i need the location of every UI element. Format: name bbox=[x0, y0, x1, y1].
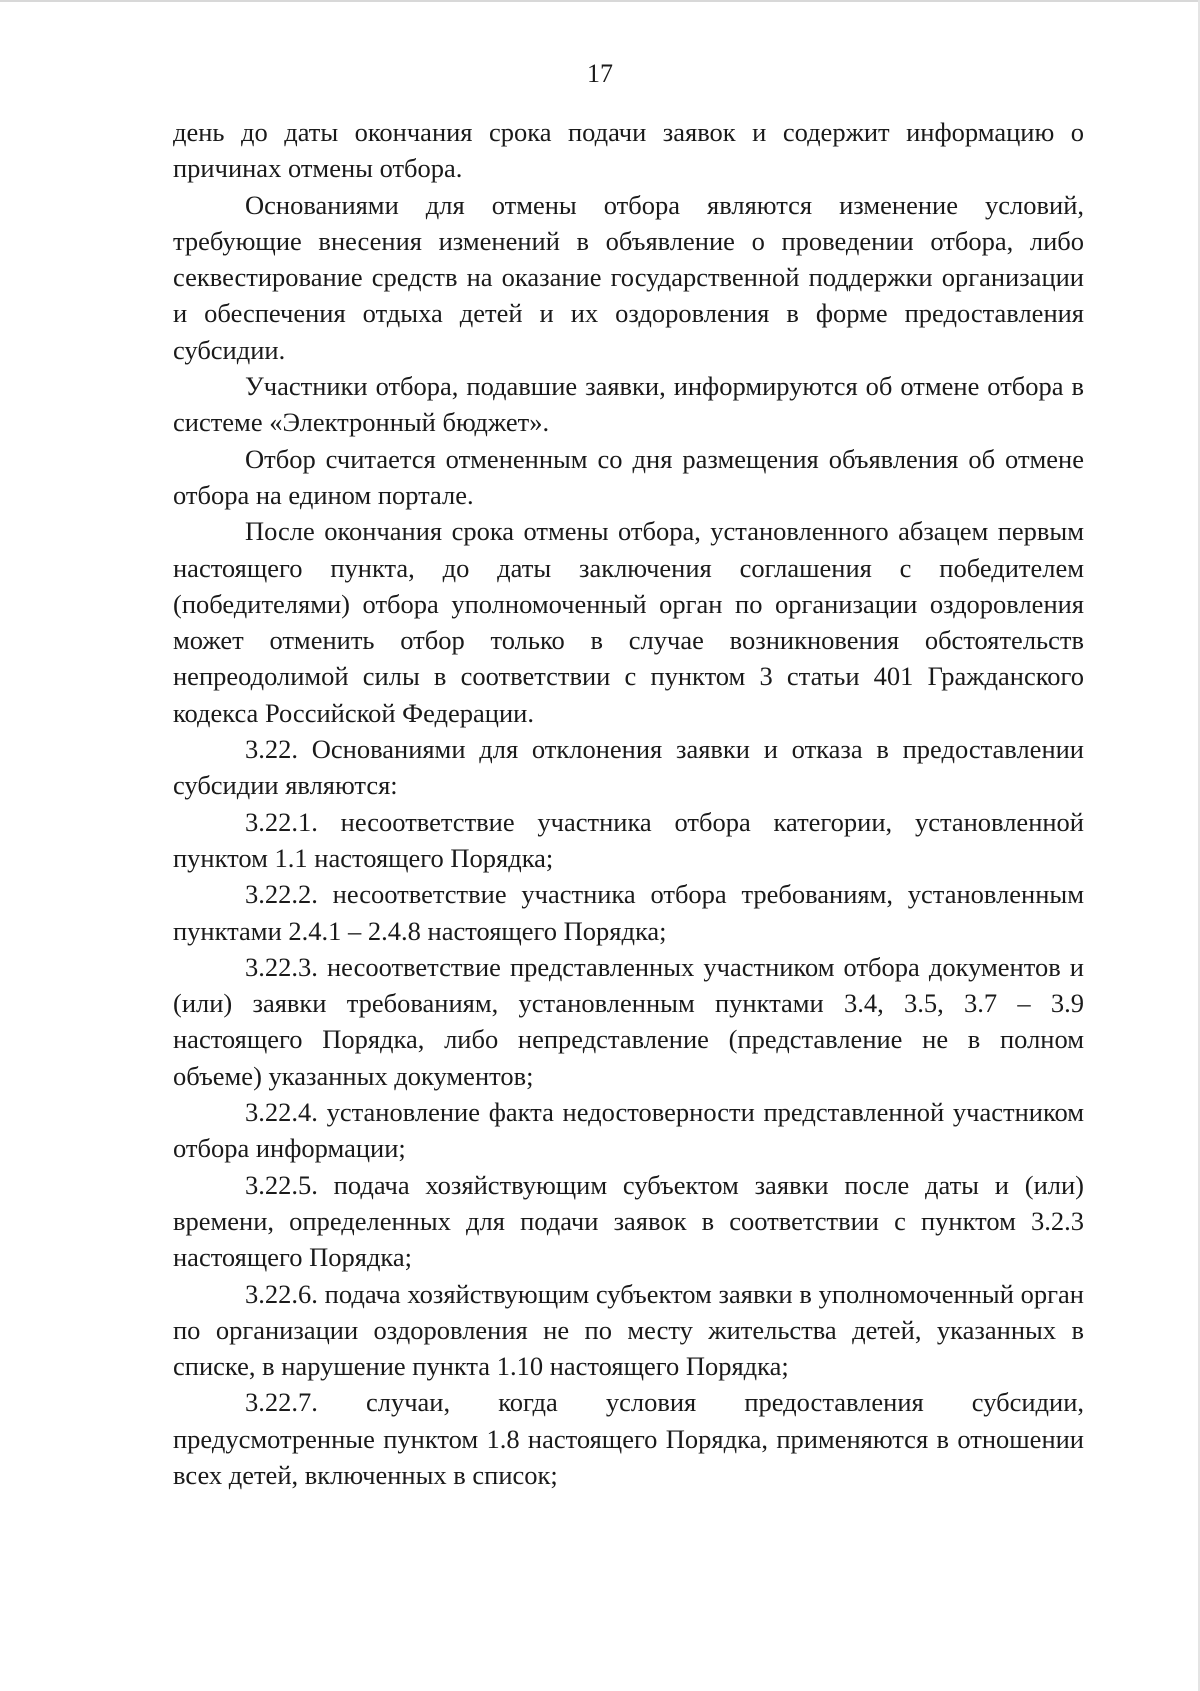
clause-3-22-7: 3.22.7. случаи, когда условия предоставления субсидии, предусмотренные пунктом 1.8 настоящего Порядка, применяются в отношении всех детей, включенных в список; bbox=[173, 1387, 1084, 1490]
clause-3-22-3: 3.22.3. несоответствие представленных участником отбора документов и (или) заявки требованиям, установленным пунктами 3.4, 3.5, 3.7 – 3.9 настоящего Порядка, либо непредставление (представление не в полном объеме) указанных документов; bbox=[173, 951, 1084, 1091]
paragraph-cancellation-effective: Отбор считается отмененным со дня размещения объявления об отмене отбора на едином портале. bbox=[173, 443, 1084, 510]
document-body bbox=[173, 114, 1084, 1493]
scan-edge-top bbox=[0, 0, 1200, 2]
paragraph-after-cancellation-period: После окончания срока отмены отбора, установленного абзацем первым настоящего пункта, до даты заключения соглашения с победителем (победителями) отбора уполномоченный орган по организации оздоровления может отменить отбор только в случае возникновения обстоятельств непреодолимой силы в соответствии с пунктом 3 статьи 401 Гражданского кодекса Российской Федерации. bbox=[173, 516, 1084, 728]
page-number: 17 bbox=[587, 59, 613, 88]
clause-3-22-2: 3.22.2. несоответствие участника отбора требованиям, установленным пунктами 2.4.1 – 2.4.8 настоящего Порядка; bbox=[173, 879, 1084, 946]
paragraph-participants-informed: Участники отбора, подавшие заявки, информируются об отмене отбора в системе «Электронный бюджет». bbox=[173, 371, 1084, 438]
paragraph-grounds-for-cancellation: Основаниями для отмены отбора являются изменение условий, требующие внесения изменений в объявление о проведении отбора, либо секвестирование средств на оказание государственной поддержки организации и обеспечения отдыха детей и их оздоровления в форме предоставления субсидии. bbox=[173, 189, 1084, 365]
clause-3-22-1: 3.22.1. несоответствие участника отбора категории, установленной пунктом 1.1 настоящего Порядка; bbox=[173, 806, 1084, 873]
clause-3-22-4: 3.22.4. установление факта недостоверности представленной участником отбора информации; bbox=[173, 1097, 1084, 1164]
paragraph-continuation: день до даты окончания срока подачи заявок и содержит информацию о причинах отмены отбора. bbox=[173, 117, 1084, 184]
clause-3-22-6: 3.22.6. подача хозяйствующим субъектом заявки в уполномоченный орган по организации оздоровления не по месту жительства детей, указанных в списке, в нарушение пункта 1.10 настоящего Порядка; bbox=[173, 1278, 1084, 1382]
clause-3-22: 3.22. Основаниями для отклонения заявки и отказа в предоставлении субсидии являются: bbox=[173, 734, 1084, 801]
clause-3-22-5: 3.22.5. подача хозяйствующим субъектом заявки после даты и (или) времени, определенных для подачи заявок в соответствии с пунктом 3.2.3 настоящего Порядка; bbox=[173, 1169, 1084, 1273]
